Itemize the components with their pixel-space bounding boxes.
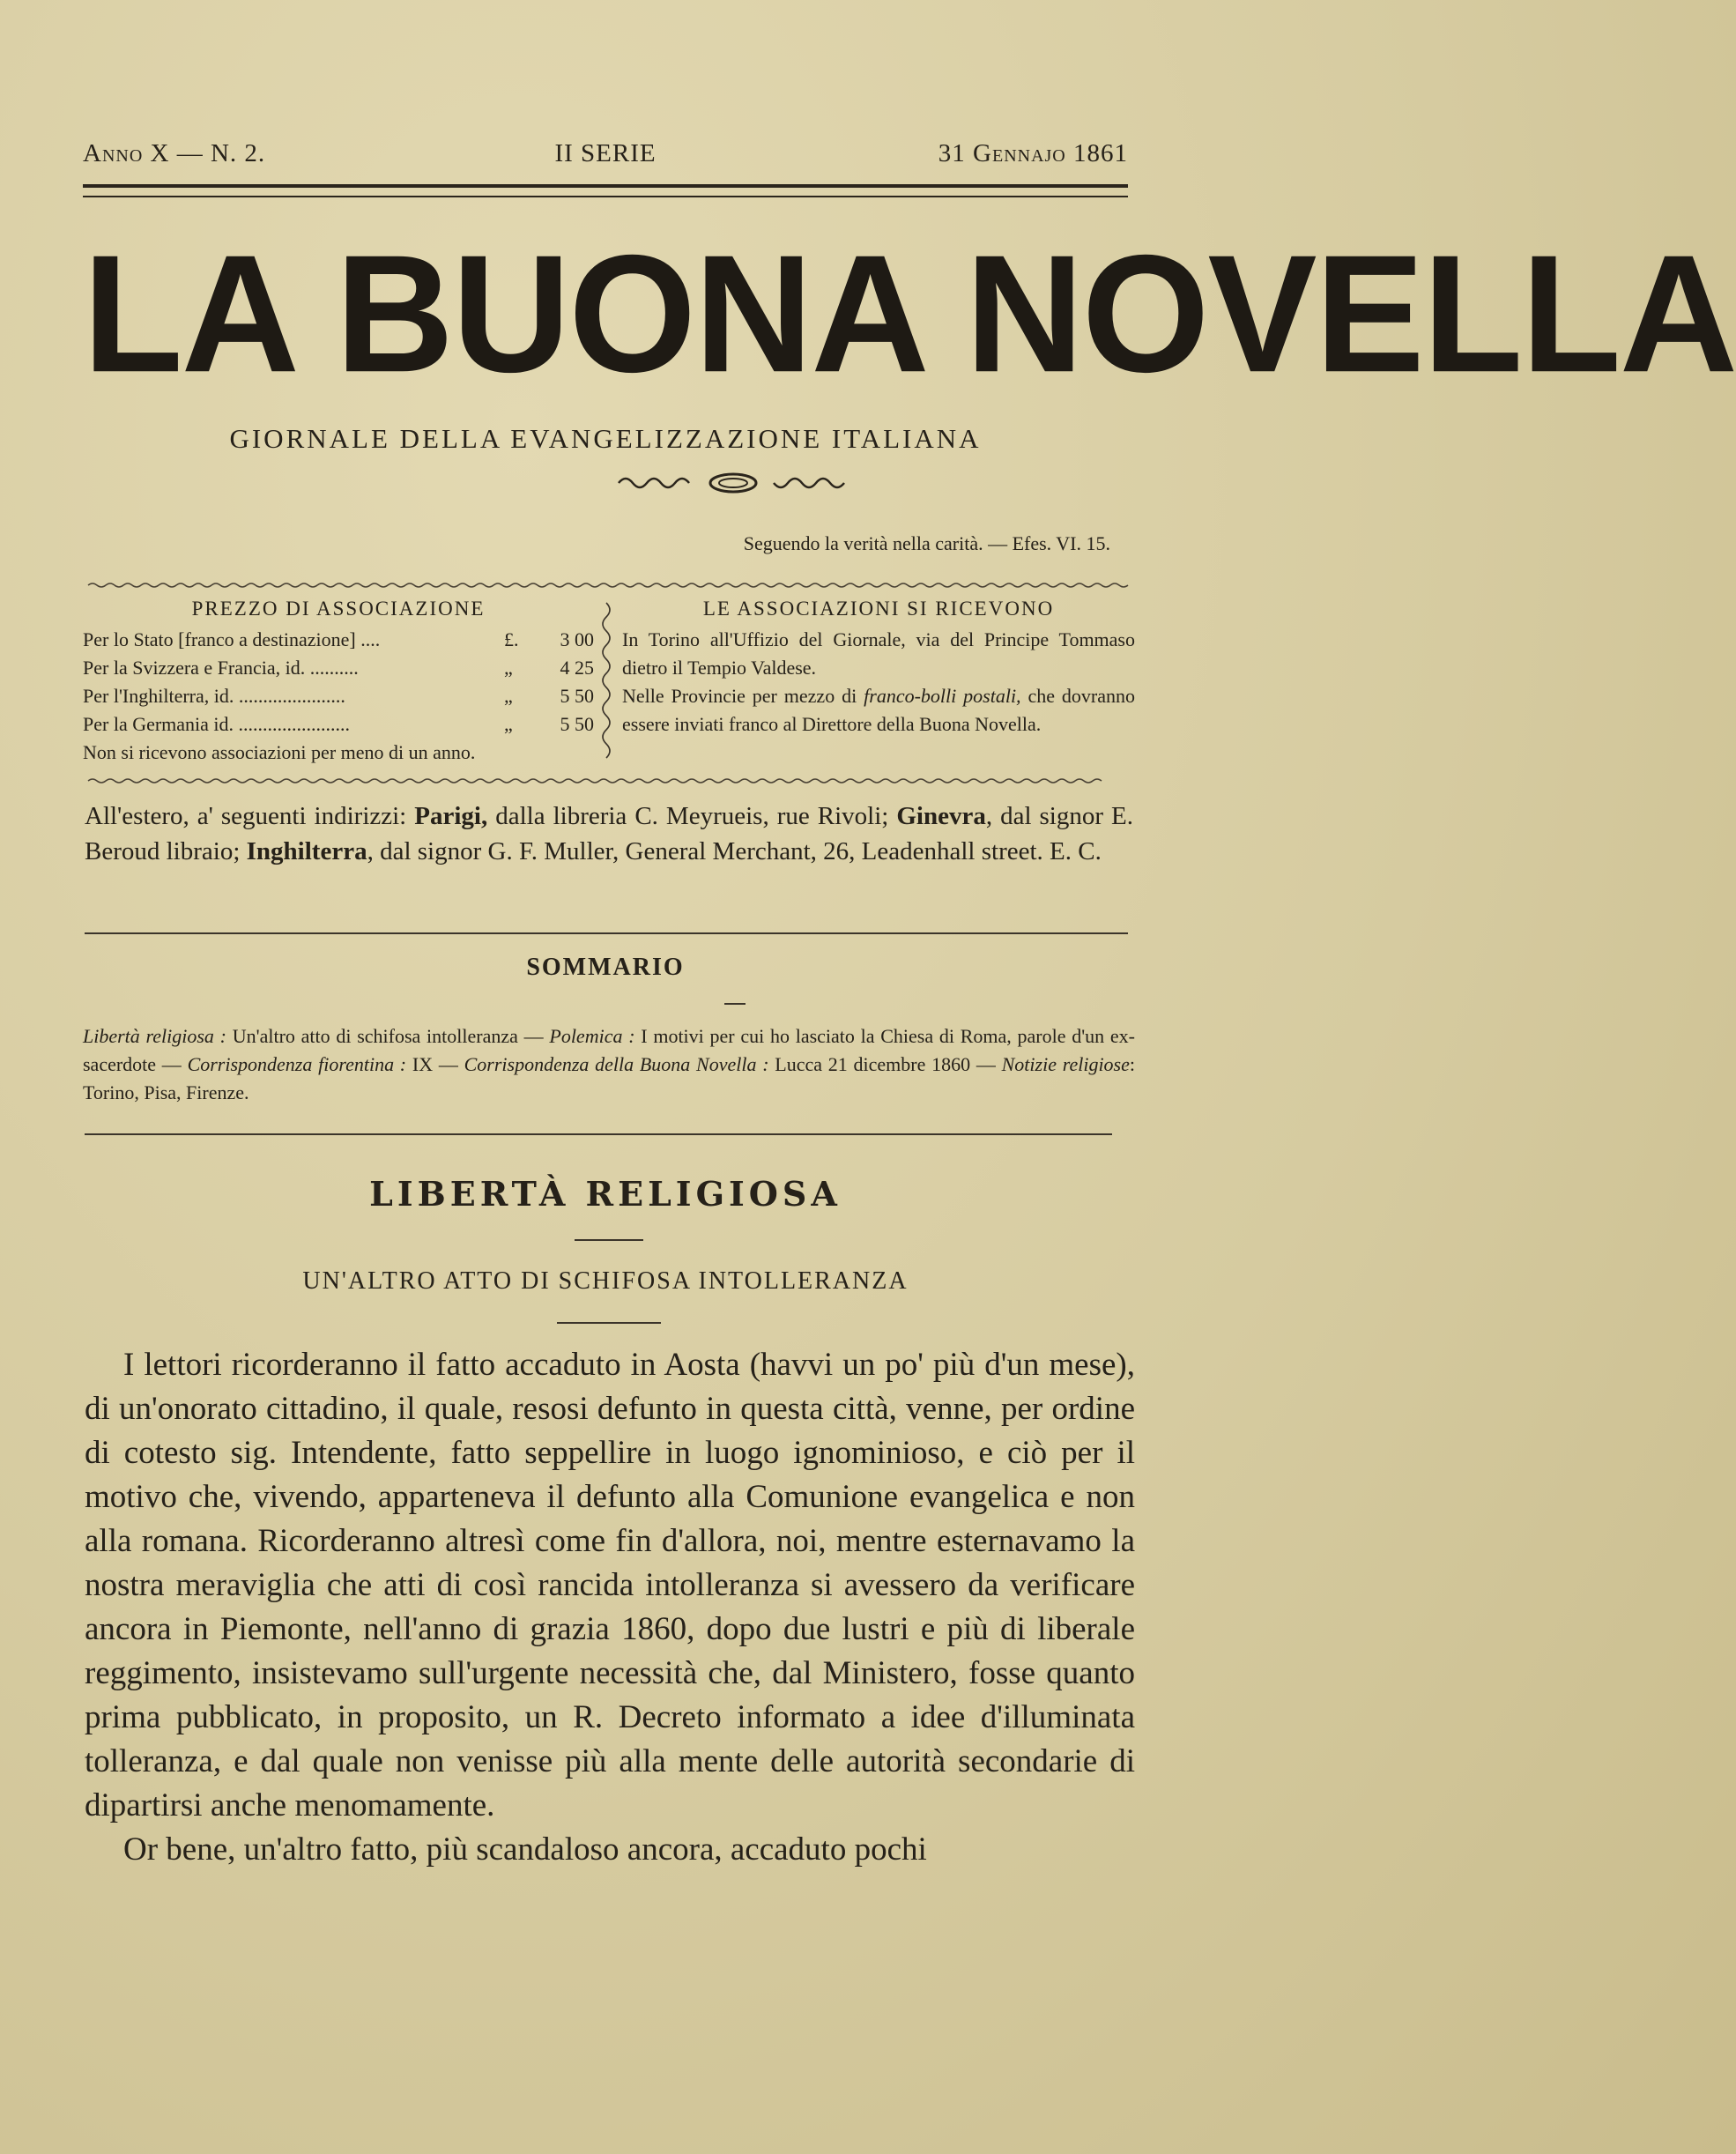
foreign-addresses	[85, 798, 1133, 869]
sommario-title: SOMMARIO	[526, 954, 685, 981]
short-rule	[724, 1003, 746, 1005]
abroad-text: , dal signor E. Beroud libraio;	[85, 802, 1133, 865]
abroad-text: All'estero, a' seguenti indirizzi:	[85, 802, 415, 830]
price-row	[83, 626, 594, 654]
sommario-section: Corrispondenza fiorentina :	[187, 1053, 407, 1075]
divider-rule	[85, 1133, 1112, 1135]
abroad-text: dalla libreria C. Meyrueis, rue Rivoli;	[487, 802, 897, 830]
sommario-text: Un'altro atto di schifosa intolleranza —	[226, 1025, 550, 1047]
price-currency: „	[504, 657, 513, 679]
price-table	[83, 626, 594, 767]
receive-text: Nelle Provincie per mezzo di	[622, 685, 864, 707]
receive-heading: LE ASSOCIAZIONI SI RICEVONO	[702, 598, 1055, 620]
price-heading: PREZZO DI ASSOCIAZIONE	[191, 598, 486, 620]
price-value: 5 50	[560, 713, 594, 735]
minimum-note: Non si ricevono associazioni per meno di un anno.	[83, 741, 476, 763]
price-row	[83, 654, 594, 682]
price-label: Per la Germania id. .......................	[83, 713, 351, 735]
paragraph: I lettori ricorderanno il fatto accaduto in Aosta (havvi un po' più d'un mese), di un'onorato cittadino, il quale, resosi defunto in questa città, venne, per ordine di cotesto sig. Intendente, fatto seppellire in luogo ignominioso, e ciò per il motivo che, vivendo, apparteneva il defunto alla Comunione evangelica e non alla romana. Ricorderanno altresì come fin d'allora, noi, mentre esternavamo la nostra meraviglia che atti di così rancida intolleranza si avessero da verificare ancora in Piemonte, nell'anno di grazia 1860, dopo due lustri e più di liberale reggimento, insistevamo sull'urgente necessità che, dal Ministero, fosse quanto prima pubblicato, in proposito, un R. Decreto informato a idee d'illuminata tolleranza, e dal quale non venisse più alla mente delle autorità secondarie di dipartirsi anche menomamente.	[85, 1347, 1135, 1823]
article-heading: UN'ALTRO ATTO DI SCHIFOSA INTOLLERANZA	[302, 1267, 909, 1295]
receive-turin: In Torino all'Uffizio del Giornale, via del Principe Tommaso dietro il Tempio Valdese.	[622, 628, 1135, 679]
sommario-text: IX —	[406, 1053, 464, 1075]
series-label: II SERIE	[554, 139, 657, 167]
abroad-city: Parigi,	[414, 802, 488, 830]
price-label: Per lo Stato [franco a destinazione] ....	[83, 628, 381, 650]
price-currency: „	[504, 713, 513, 735]
abroad-text: , dal signor G. F. Muller, General Merchant, 26, Leadenhall street. E. C.	[367, 837, 1102, 865]
price-value: 5 50	[560, 685, 594, 707]
ornament-flourish	[0, 467, 1466, 503]
sommario-text: I motivi per cui ho lasciato la Chiesa di Roma, parole d'un ex-sacerdote —	[83, 1025, 1136, 1075]
sommario-text: Lucca 21 dicembre 1860 —	[768, 1053, 1002, 1075]
sommario-contents	[83, 1022, 1135, 1107]
price-value: 4 25	[560, 657, 594, 679]
issue-number: Anno X — N. 2.	[83, 139, 266, 167]
price-currency: „	[504, 685, 513, 707]
abroad-city: Ginevra	[896, 802, 986, 830]
short-rule	[557, 1322, 661, 1324]
sommario-section: Polemica :	[549, 1025, 635, 1047]
price-row	[83, 710, 594, 739]
sommario-section: Libertà religiosa :	[83, 1025, 226, 1047]
short-rule	[575, 1239, 643, 1241]
section-title: LIBERTÀ RELIGIOSA	[369, 1174, 842, 1214]
issue-header	[83, 139, 1128, 175]
price-currency: £.	[504, 628, 519, 650]
price-value: 3 00	[560, 628, 594, 650]
column-brace-divider	[596, 599, 617, 767]
receive-provinces	[622, 682, 1135, 739]
subscription-offices	[622, 626, 1135, 739]
receive-italic: franco-bolli postali,	[864, 685, 1021, 707]
price-row	[83, 682, 594, 710]
abroad-city: Inghilterra	[246, 837, 367, 865]
masthead-title: LA BUONA NOVELLA	[83, 220, 1736, 408]
header-double-rule	[83, 184, 1128, 197]
wavy-divider-bottom	[88, 777, 1128, 784]
divider-rule	[85, 932, 1128, 934]
sommario-section: Notizie religiose	[1001, 1053, 1130, 1075]
price-label: Per la Svizzera e Francia, id. ..........	[83, 657, 359, 679]
motto: Seguendo la verità nella carità. — Efes. VI. 15.	[743, 532, 1110, 554]
paragraph: Or bene, un'altro fatto, più scandaloso ancora, accaduto pochi	[123, 1831, 927, 1868]
receive-text: che dovranno essere inviati franco al Direttore della Buona Novella.	[622, 685, 1136, 735]
issue-date: 31 Gennajo 1861	[938, 139, 1128, 167]
article-body	[85, 1343, 1135, 1872]
price-label: Per l'Inghilterra, id. ......................	[83, 685, 345, 707]
masthead-subtitle: GIORNALE DELLA EVANGELIZZAZIONE ITALIANA	[229, 423, 982, 454]
sommario-section: Corrispondenza della Buona Novella :	[464, 1053, 769, 1075]
wavy-divider-top	[88, 582, 1128, 589]
sommario-text: : Torino, Pisa, Firenze.	[83, 1053, 1136, 1103]
